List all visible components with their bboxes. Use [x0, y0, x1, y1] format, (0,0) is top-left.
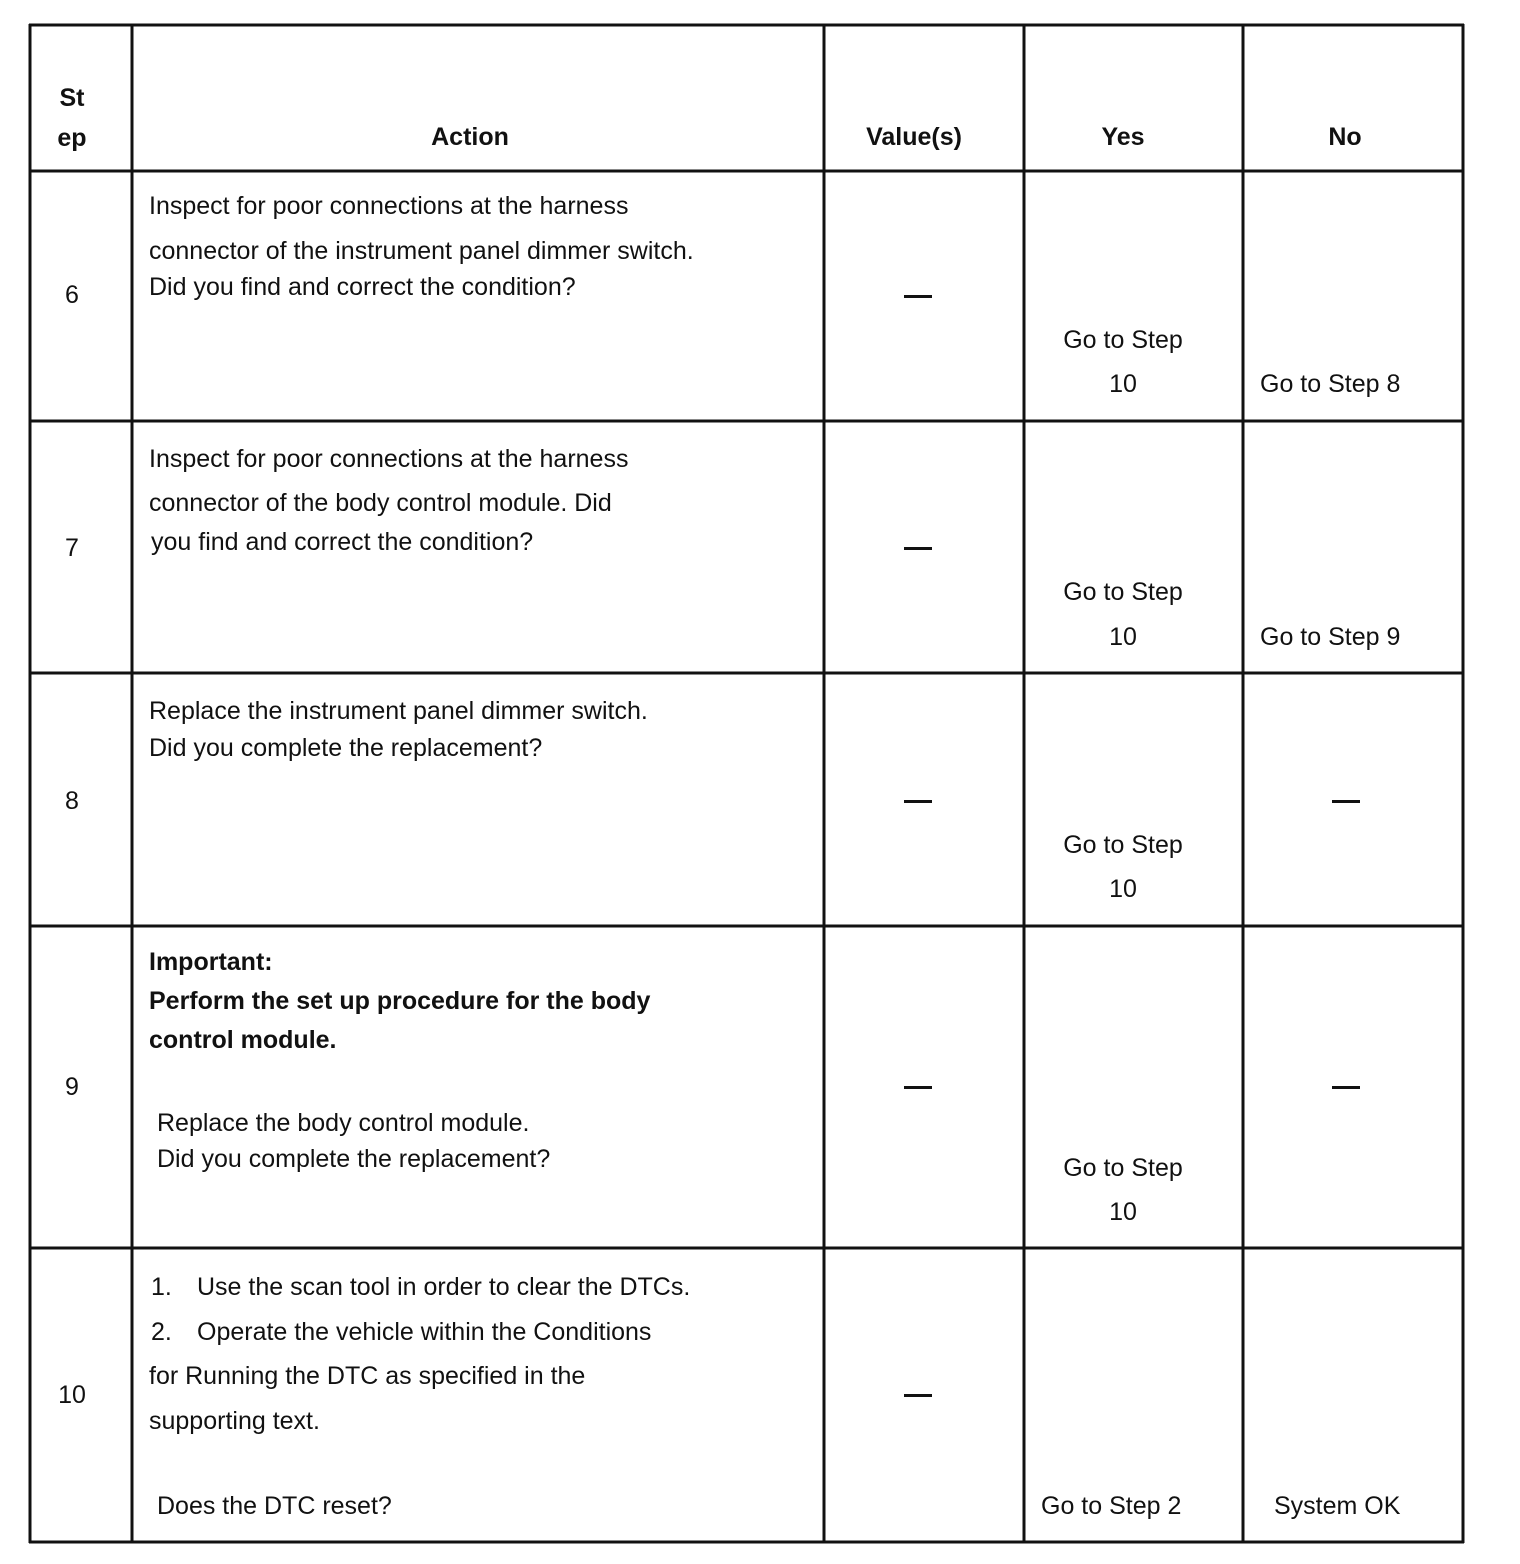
yes-text: Go to Step 2 [1041, 1492, 1182, 1520]
no-dash [1332, 800, 1360, 803]
header-values: Value(s) [866, 123, 962, 151]
step-number: 9 [65, 1073, 79, 1101]
no-dash [1332, 1086, 1360, 1089]
yes-text: Go to Step [1063, 831, 1183, 859]
header-step-line2: ep [57, 124, 87, 152]
value-dash [904, 800, 932, 803]
action-text: Did you complete the replacement? [157, 1145, 551, 1173]
action-text: connector of the body control module. Did [149, 489, 612, 517]
step-number: 10 [58, 1381, 86, 1409]
action-text: Replace the body control module. [157, 1109, 530, 1137]
action-text: Did you complete the replacement? [149, 734, 543, 762]
no-text: Go to Step 8 [1260, 370, 1401, 398]
action-text: Inspect for poor connections at the harness [149, 192, 629, 220]
value-dash [904, 1086, 932, 1089]
step-number: 6 [65, 281, 79, 309]
yes-text: 10 [1109, 623, 1137, 651]
header-action: Action [431, 123, 509, 151]
no-text: System OK [1274, 1492, 1401, 1520]
action-text: supporting text. [149, 1407, 320, 1435]
yes-text: Go to Step [1063, 578, 1183, 606]
value-dash [904, 295, 932, 298]
important-text: control module. [149, 1026, 337, 1054]
yes-text: Go to Step [1063, 1154, 1183, 1182]
important-text: Perform the set up procedure for the body [149, 987, 651, 1015]
action-text: Inspect for poor connections at the harness [149, 445, 629, 473]
action-text: you find and correct the condition? [151, 528, 534, 556]
header-step-line1: St [59, 84, 85, 112]
list-item-text: Use the scan tool in order to clear the DTCs. [197, 1273, 691, 1301]
yes-text: 10 [1109, 370, 1137, 398]
value-dash [904, 547, 932, 550]
yes-text: 10 [1109, 1198, 1137, 1226]
list-number: 2. [151, 1318, 172, 1346]
list-item-text: Operate the vehicle within the Conditions [197, 1318, 652, 1346]
action-text: connector of the instrument panel dimmer switch. [149, 237, 694, 265]
action-text: Replace the instrument panel dimmer switch. [149, 697, 648, 725]
list-number: 1. [151, 1273, 172, 1301]
action-text: Does the DTC reset? [157, 1492, 392, 1520]
action-text: Did you find and correct the condition? [149, 273, 576, 301]
yes-text: Go to Step [1063, 326, 1183, 354]
step-number: 7 [65, 534, 79, 562]
step-number: 8 [65, 787, 79, 815]
header-no: No [1328, 123, 1362, 151]
important-label: Important: [149, 948, 273, 976]
value-dash [904, 1394, 932, 1397]
no-text: Go to Step 9 [1260, 623, 1401, 651]
action-text: for Running the DTC as specified in the [149, 1362, 586, 1390]
header-yes: Yes [1101, 123, 1145, 151]
yes-text: 10 [1109, 875, 1137, 903]
